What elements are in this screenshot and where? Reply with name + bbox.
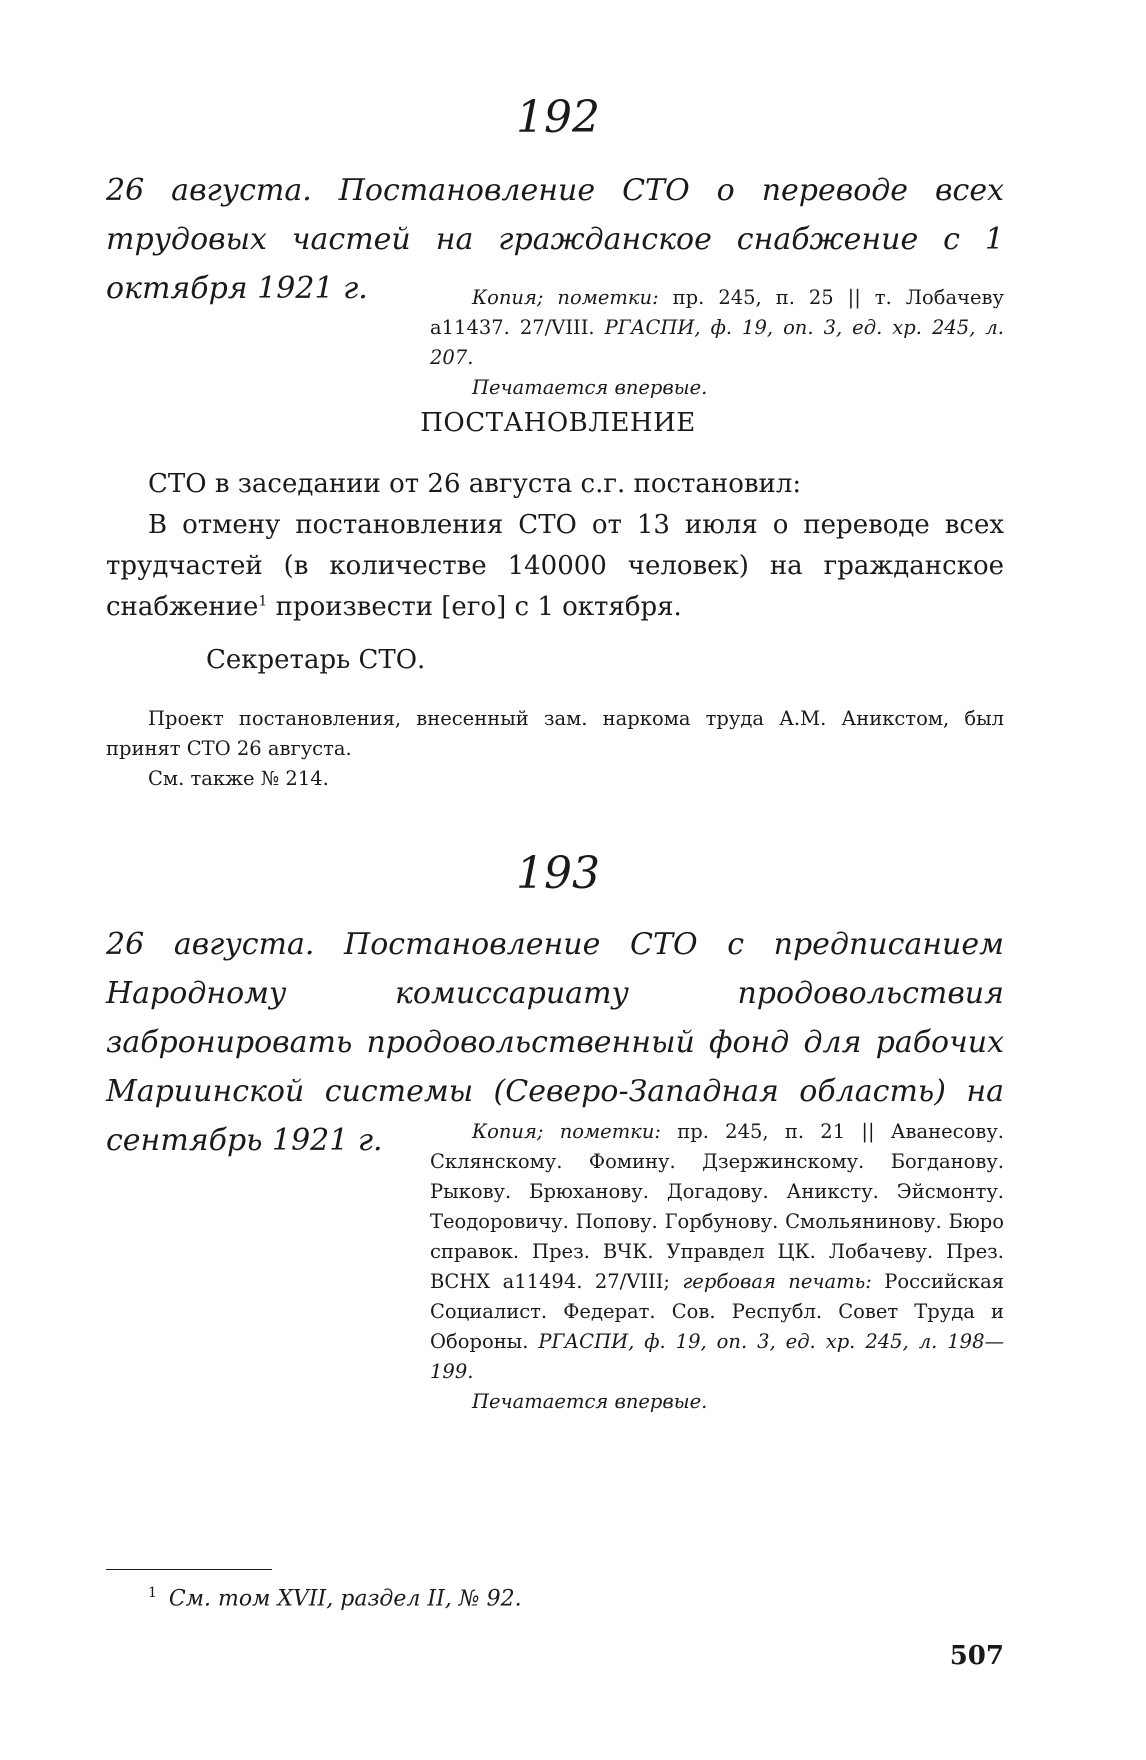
document-number: 193 — [516, 848, 600, 899]
source-text: пр. 245, п. 21 || Аванесову. Склянскому. Фомину. Дзержинскому. Богданову. Рыкову. Брюханову. Догадову. Аниксту. Эйсмонту. Теодоровичу. Попову. Горбунову. Смольянинову. Бюро справок. През. ВЧК. Управдел ЦК. Лобачеву. През. ВСНХ а11494. 27/VIII; — [430, 1120, 1004, 1293]
commentary-paragraph: См. также № 214. — [148, 767, 329, 790]
source-label: Копия; пометки: — [472, 1120, 661, 1143]
body-paragraph: СТО в заседании от 26 августа с.г. постановил: — [148, 469, 802, 499]
footnote — [148, 1586, 522, 1610]
source-block — [430, 1117, 1004, 1417]
source-block — [430, 283, 1004, 403]
document-body — [106, 464, 1004, 628]
body-text: В отмену постановления СТО от 13 июля о переводе всех трудчастей (в количестве 140000 человек) на гражданское снабжение — [106, 510, 1004, 622]
commentary — [106, 704, 1004, 794]
source-note — [430, 283, 1004, 373]
page-number: 507 — [949, 1641, 1004, 1671]
body-paragraph — [106, 505, 1004, 628]
footnote-text: См. том XVII, раздел II, № 92. — [168, 1586, 522, 1612]
seal-text: Российская Социалист. Федерат. Сов. Республ. Совет Труда и Обороны. — [430, 1270, 1004, 1353]
printed-note: Печатается впервые. — [472, 1390, 708, 1413]
document-heading: 26 августа. Постановление СТО с предписанием Народному комиссариату продовольствия забронировать продовольственный фонд для рабочих Мариинской системы (Северо-Западная область) на сентябрь 1921 г. — [106, 927, 1004, 1158]
source-note — [430, 1117, 1004, 1387]
archive-reference: РГАСПИ, ф. 19, оп. 3, ед. хр. 245, л. 207. — [430, 316, 1005, 369]
document-title: ПОСТАНОВЛЕНИЕ — [420, 408, 696, 438]
footnote-reference[interactable]: 1 — [258, 593, 268, 610]
source-text: пр. 245, п. 25 || т. Лобачеву а11437. 27/VIII. — [430, 286, 1005, 339]
commentary-paragraph: Проект постановления, внесенный зам. наркома труда А.М. Аникстом, был принят СТО 26 августа. — [106, 707, 1004, 760]
document-number: 192 — [516, 92, 600, 143]
footnote-divider — [106, 1569, 272, 1570]
printed-note: Печатается впервые. — [472, 376, 708, 399]
seal-label: гербовая печать: — [682, 1270, 872, 1293]
signature: Секретарь СТО. — [206, 645, 426, 675]
document-heading: 26 августа. Постановление СТО о переводе всех трудовых частей на гражданское снабжение с 1 октября 1921 г. — [106, 173, 1004, 306]
body-text: произвести [его] с 1 октября. — [275, 592, 682, 622]
archive-reference: РГАСПИ, ф. 19, оп. 3, ед. хр. 245, л. 198—199. — [430, 1330, 1004, 1383]
footnote-mark: 1 — [148, 1585, 157, 1601]
source-label: Копия; пометки: — [472, 286, 659, 309]
